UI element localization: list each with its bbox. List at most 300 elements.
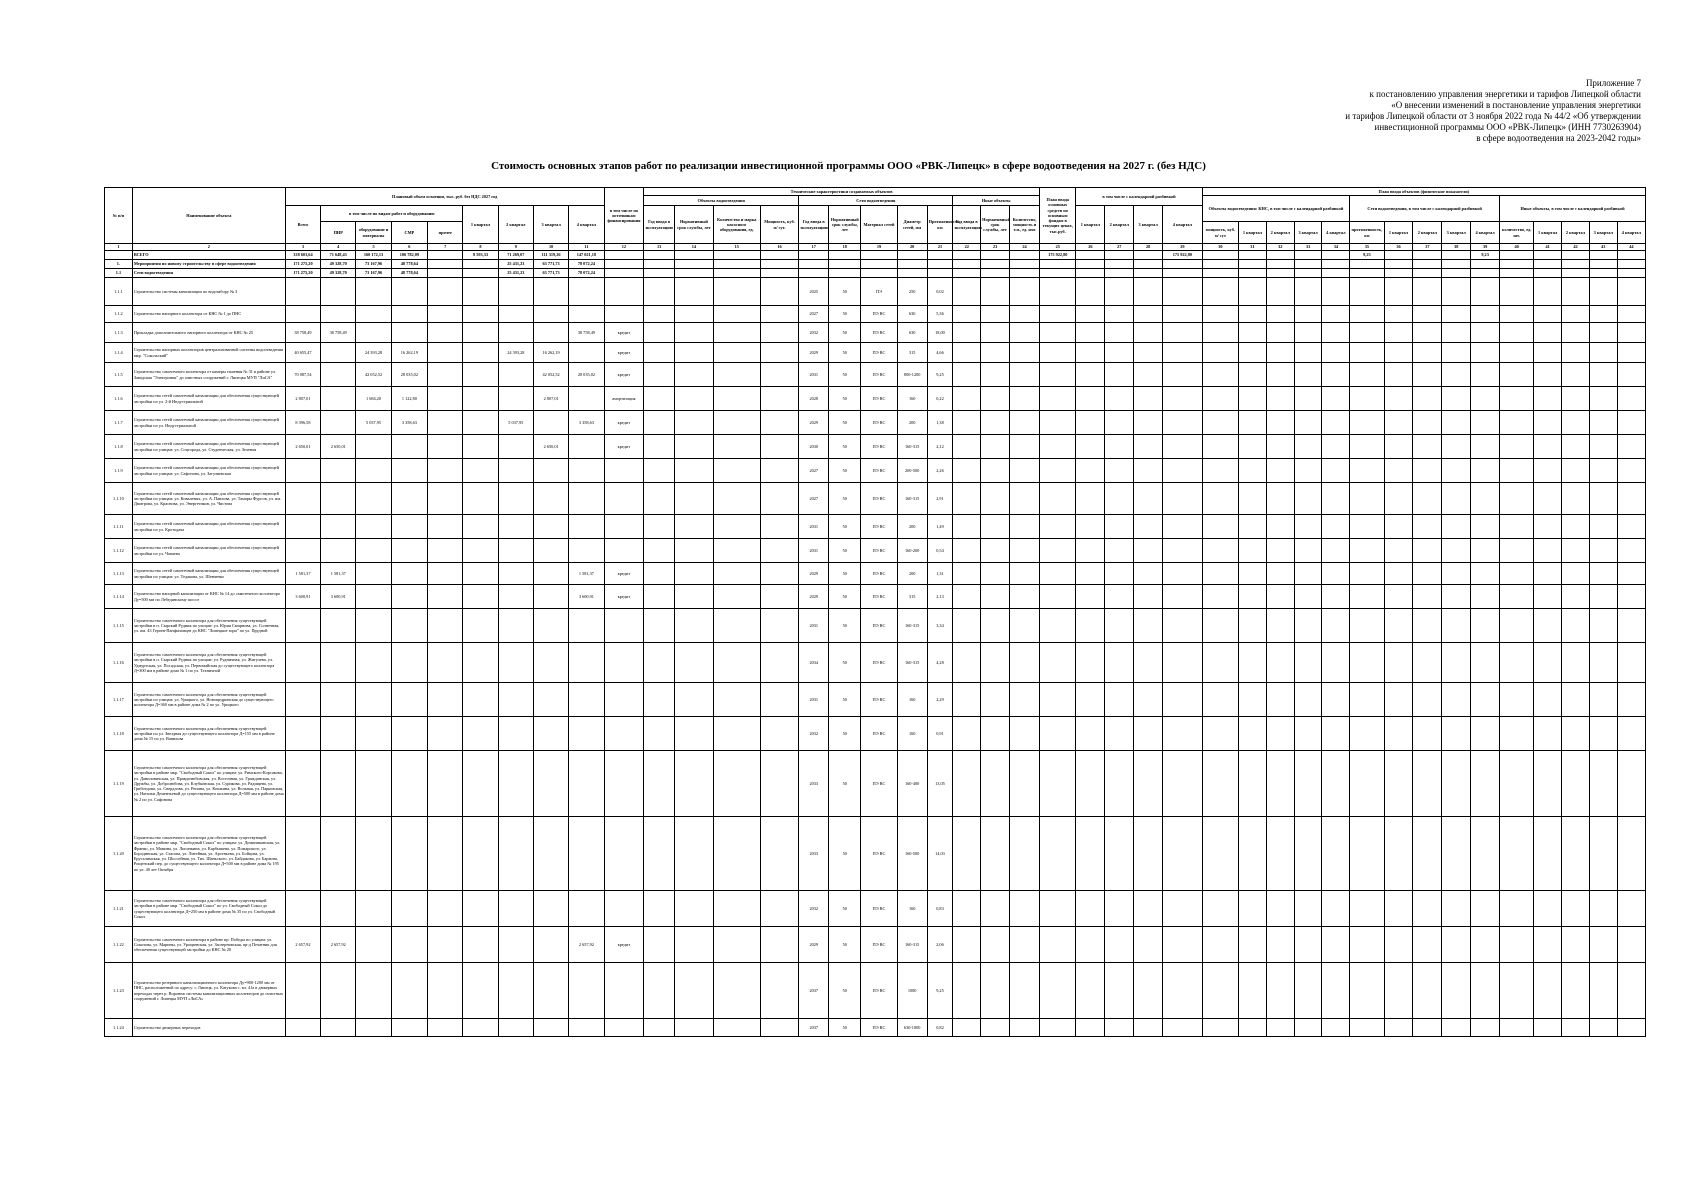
table-cell: Строительство сетей самотечной канализации для обеспечения существующей застройки по ул. Чапаева <box>132 539 285 563</box>
table-cell <box>428 387 463 411</box>
table-cell <box>1350 927 1384 963</box>
table-cell <box>356 585 391 609</box>
table-cell <box>675 683 714 717</box>
table-cell <box>428 717 463 751</box>
table-cell <box>1239 751 1267 817</box>
table-cell <box>428 459 463 483</box>
table-cell <box>1105 609 1134 643</box>
table-cell: Строительство сетей самотечной канализации для обеспечения существующей застройки по улицам: ул. Соцгорода, ул. Студенческая, ул. Зеленая <box>132 435 285 459</box>
table-cell <box>356 278 391 306</box>
head-other: прочее <box>428 222 463 244</box>
table-cell <box>760 260 799 269</box>
table-cell <box>1134 278 1163 306</box>
table-cell <box>1010 563 1040 585</box>
table-cell: 50 <box>829 927 861 963</box>
table-cell <box>1500 260 1534 269</box>
table-cell <box>1076 363 1105 387</box>
table-cell <box>1040 1019 1076 1037</box>
table-cell <box>1534 817 1562 891</box>
table-cell <box>1589 563 1617 585</box>
table-cell <box>1350 751 1384 817</box>
table-cell: 10 <box>533 244 568 251</box>
table-cell <box>1010 323 1040 343</box>
table-cell <box>1471 751 1500 817</box>
table-cell <box>1239 717 1267 751</box>
investment-table <box>104 187 1646 1037</box>
table-cell: ПЭ RC <box>861 411 897 435</box>
table-cell <box>1350 387 1384 411</box>
table-row <box>105 1019 1646 1037</box>
head-net-life: Нормативный срок службы, лет <box>829 206 861 244</box>
table-cell <box>1076 387 1105 411</box>
table-cell <box>1413 435 1442 459</box>
table-cell <box>1442 435 1471 459</box>
table-cell <box>1134 563 1163 585</box>
table-cell: 160-200 <box>897 539 927 563</box>
table-cell <box>1350 963 1384 1019</box>
table-cell <box>1322 323 1350 343</box>
table-cell: 1.1.21 <box>105 891 133 927</box>
table-cell <box>713 251 760 260</box>
table-cell <box>391 515 427 539</box>
table-cell <box>428 483 463 515</box>
table-cell <box>1040 683 1076 717</box>
table-cell <box>1010 411 1040 435</box>
table-cell: 2029 <box>799 343 829 363</box>
table-cell <box>1384 1019 1413 1037</box>
table-cell <box>1413 260 1442 269</box>
table-cell <box>1500 515 1534 539</box>
head-pn-q1: 1 квартал <box>1384 222 1413 244</box>
table-cell <box>391 483 427 515</box>
table-cell <box>1589 269 1617 278</box>
table-cell <box>1471 1019 1500 1037</box>
table-cell <box>713 306 760 323</box>
table-cell <box>760 539 799 563</box>
table-cell <box>1350 717 1384 751</box>
table-cell <box>285 609 320 643</box>
table-cell <box>356 891 391 927</box>
table-cell <box>285 817 320 891</box>
table-cell <box>760 515 799 539</box>
table-cell <box>391 306 427 323</box>
table-cell <box>1134 643 1163 683</box>
table-cell <box>1163 483 1203 515</box>
table-cell: 147 021,18 <box>569 251 604 260</box>
table-cell <box>644 717 675 751</box>
table-cell <box>321 411 356 435</box>
table-cell <box>1163 751 1203 817</box>
table-cell: Прокладка дополнительного напорного коллектора от КНС № 25 <box>132 323 285 343</box>
table-cell <box>1413 751 1442 817</box>
appendix-line: и тарифов Липецкой области от 3 ноября 2022 года № 44/2 «Об утверждении <box>1345 111 1641 121</box>
table-cell: 0,91 <box>927 717 953 751</box>
table-cell: кредит <box>604 563 644 585</box>
head-len-km: протяженность, км <box>1350 222 1384 244</box>
table-cell <box>981 609 1010 643</box>
table-cell <box>1562 1019 1590 1037</box>
head-capacity: Мощность, куб. м/ сут. <box>760 206 799 244</box>
table-cell <box>1413 717 1442 751</box>
table-cell <box>644 683 675 717</box>
table-cell <box>321 891 356 927</box>
table-cell <box>1266 609 1294 643</box>
table-cell <box>1534 539 1562 563</box>
table-cell <box>713 643 760 683</box>
table-cell <box>1163 643 1203 683</box>
table-cell <box>356 751 391 817</box>
head-cap-m3: мощность, куб. м/ сут <box>1202 222 1238 244</box>
table-cell <box>391 891 427 927</box>
table-cell <box>604 751 644 817</box>
table-cell: 160 <box>897 683 927 717</box>
table-cell <box>356 643 391 683</box>
table-cell <box>1384 260 1413 269</box>
head-phys-networks: Сети водоотведения, в том числе с календарной разбивкой <box>1350 196 1500 222</box>
table-cell <box>498 459 533 483</box>
table-cell <box>644 251 675 260</box>
table-cell <box>1384 343 1413 363</box>
table-cell <box>1562 643 1590 683</box>
table-cell: 8 396,58 <box>285 411 320 435</box>
table-cell <box>1617 269 1645 278</box>
table-cell <box>1384 483 1413 515</box>
table-cell <box>1562 269 1590 278</box>
head-pw-q4: 4 квартал <box>1322 222 1350 244</box>
table-cell <box>1534 609 1562 643</box>
table-cell <box>1105 323 1134 343</box>
table-cell <box>1202 323 1238 343</box>
table-cell <box>1442 343 1471 363</box>
table-row <box>105 891 1646 927</box>
table-cell <box>1500 363 1534 387</box>
table-cell <box>1134 306 1163 323</box>
table-cell <box>321 717 356 751</box>
table-cell <box>1322 563 1350 585</box>
table-cell <box>1384 817 1413 891</box>
table-cell <box>1239 260 1267 269</box>
table-cell <box>1239 435 1267 459</box>
table-cell: 171 275,20 <box>285 260 320 269</box>
table-cell: 2029 <box>799 927 829 963</box>
table-cell <box>428 323 463 343</box>
head-q4: 4 квартал <box>569 206 604 244</box>
table-cell <box>1350 323 1384 343</box>
summary-row <box>105 251 1646 260</box>
table-cell <box>428 306 463 323</box>
table-cell <box>1163 683 1203 717</box>
table-cell: ПЭ RC <box>861 585 897 609</box>
head-pw-q2: 2 квартал <box>1266 222 1294 244</box>
table-cell <box>498 609 533 643</box>
table-cell: 20 <box>897 244 927 251</box>
table-cell <box>1350 459 1384 483</box>
table-cell: 1,38 <box>927 411 953 435</box>
table-cell <box>1105 643 1134 683</box>
table-cell <box>533 278 568 306</box>
table-cell <box>1134 609 1163 643</box>
table-cell <box>953 643 981 683</box>
table-cell <box>356 609 391 643</box>
table-cell: 38 <box>1442 244 1471 251</box>
table-cell <box>1617 1019 1645 1037</box>
table-cell <box>569 278 604 306</box>
table-cell <box>799 260 829 269</box>
table-cell: 15 <box>713 244 760 251</box>
table-cell <box>1562 411 1590 435</box>
table-cell <box>1040 343 1076 363</box>
table-cell: ПЭ RC <box>861 891 897 927</box>
head-phys: План ввода объектов (физические показатели) <box>1202 188 1645 196</box>
table-cell: 2 807,01 <box>533 387 568 411</box>
table-cell <box>927 269 953 278</box>
table-cell <box>1442 269 1471 278</box>
table-cell <box>1562 609 1590 643</box>
table-cell <box>1266 563 1294 585</box>
table-cell: 0,83 <box>927 891 953 927</box>
table-cell <box>1589 251 1617 260</box>
table-row <box>105 539 1646 563</box>
table-cell: Строительство самотечного коллектора для обеспечения существующей застройки в районе мкр. "Свободный Сокол" по улицам: ул. Доминиканская, ул. Франко, ул. Мамина, ул. Лисичкина, ул. Карбышева, ул. Пожарского, ул. Бородинская, ул. Стасова, ул. Литейная, ул. Арсеньева, ул. Бойцова, ул. Ерусалимская, ул. Шоссейная, ул. Тих. Шаньского, ул. Байдакова, ул. Барзина, Рощенский пер. до существующего коллектора Д=500 мм в районе дома № 195 по ул. 40 лет Октября <box>132 817 285 891</box>
table-cell <box>1134 343 1163 363</box>
table-cell <box>1266 306 1294 323</box>
table-cell <box>604 683 644 717</box>
table-cell <box>644 585 675 609</box>
table-cell <box>1239 963 1267 1019</box>
table-cell: 160-315 <box>897 609 927 643</box>
table-cell <box>428 563 463 585</box>
table-cell <box>1040 459 1076 483</box>
table-cell: 2037 <box>799 963 829 1019</box>
table-cell <box>1534 927 1562 963</box>
table-cell: 7 <box>428 244 463 251</box>
table-cell <box>1413 411 1442 435</box>
table-cell: амортизация <box>604 387 644 411</box>
table-cell <box>1010 435 1040 459</box>
table-cell <box>760 459 799 483</box>
table-cell <box>1350 585 1384 609</box>
head-po-q3: 3 квартал <box>1589 222 1617 244</box>
table-cell <box>1105 751 1134 817</box>
table-cell <box>1105 927 1134 963</box>
table-cell <box>1413 643 1442 683</box>
table-cell <box>1442 891 1471 927</box>
table-cell <box>1076 459 1105 483</box>
table-cell <box>1163 1019 1203 1037</box>
table-cell <box>1350 411 1384 435</box>
head-phys-wwtp: Объекты водоотведения: КНС, в том числе с календарной разбивкой <box>1202 196 1350 222</box>
table-cell: 1 581,37 <box>569 563 604 585</box>
summary-row <box>105 260 1646 269</box>
table-cell: 50 <box>829 515 861 539</box>
table-cell: 2031 <box>799 515 829 539</box>
table-cell <box>953 963 981 1019</box>
head-pn-q3: 3 квартал <box>1442 222 1471 244</box>
table-cell <box>1294 539 1322 563</box>
table-cell <box>644 891 675 927</box>
table-cell <box>1266 343 1294 363</box>
table-cell <box>1384 717 1413 751</box>
table-cell <box>953 515 981 539</box>
table-cell <box>1010 927 1040 963</box>
head-q2: 2 квартал <box>498 206 533 244</box>
table-cell <box>1105 963 1134 1019</box>
table-cell <box>981 751 1010 817</box>
table-cell <box>1322 343 1350 363</box>
head-length: Протяженность, км <box>927 206 953 244</box>
table-cell: 1.1.12 <box>105 539 133 563</box>
table-cell <box>1239 323 1267 343</box>
table-cell <box>760 306 799 323</box>
table-cell: 5 <box>356 244 391 251</box>
table-cell <box>981 539 1010 563</box>
table-cell <box>1010 306 1040 323</box>
table-cell <box>1413 459 1442 483</box>
table-cell: 14,03 <box>927 817 953 891</box>
table-cell <box>285 278 320 306</box>
table-cell <box>1413 343 1442 363</box>
table-cell: ПЭ RC <box>861 343 897 363</box>
table-cell <box>1105 817 1134 891</box>
table-cell <box>428 343 463 363</box>
table-cell <box>1239 343 1267 363</box>
table-cell <box>1589 927 1617 963</box>
table-cell <box>1105 539 1134 563</box>
table-cell <box>1010 278 1040 306</box>
table-cell <box>1010 1019 1040 1037</box>
table-cell <box>1500 483 1534 515</box>
table-cell <box>1384 278 1413 306</box>
table-cell: 23 <box>981 244 1010 251</box>
table-cell <box>1076 269 1105 278</box>
table-cell <box>356 683 391 717</box>
table-cell <box>1589 717 1617 751</box>
head-commission-q: в том числе с календарной разбивкой <box>1076 188 1202 206</box>
table-cell <box>713 717 760 751</box>
table-cell: 0,22 <box>927 387 953 411</box>
table-cell: 2033 <box>799 751 829 817</box>
table-cell <box>391 563 427 585</box>
table-cell <box>1384 539 1413 563</box>
table-cell <box>1040 563 1076 585</box>
table-cell <box>1534 683 1562 717</box>
table-cell: кредит <box>604 435 644 459</box>
table-cell <box>1105 435 1134 459</box>
table-cell <box>1239 411 1267 435</box>
table-cell: 2 <box>132 244 285 251</box>
table-cell: 41 <box>1534 244 1562 251</box>
table-cell <box>1010 585 1040 609</box>
table-cell <box>1040 609 1076 643</box>
table-cell: 160-315 <box>897 643 927 683</box>
table-cell: 50 <box>829 387 861 411</box>
table-cell: 3 358,63 <box>391 411 427 435</box>
table-cell <box>285 751 320 817</box>
table-cell: 1.1.20 <box>105 817 133 891</box>
table-cell <box>1076 563 1105 585</box>
table-cell: 25 <box>1040 244 1076 251</box>
table-cell <box>1266 260 1294 269</box>
table-cell <box>1442 609 1471 643</box>
table-cell <box>1076 643 1105 683</box>
table-cell <box>1294 251 1322 260</box>
table-cell <box>713 539 760 563</box>
table-cell <box>1442 717 1471 751</box>
table-cell <box>569 515 604 539</box>
table-cell <box>644 435 675 459</box>
table-cell <box>981 363 1010 387</box>
table-cell <box>1202 515 1238 539</box>
table-cell: 1.1.1 <box>105 278 133 306</box>
table-cell: 1.1.7 <box>105 411 133 435</box>
table-cell <box>1350 260 1384 269</box>
table-cell <box>1202 411 1238 435</box>
table-cell <box>1617 278 1645 306</box>
table-cell <box>1617 435 1645 459</box>
table-cell <box>644 269 675 278</box>
table-cell: ПЭ <box>861 278 897 306</box>
table-cell <box>356 717 391 751</box>
table-cell <box>1010 483 1040 515</box>
table-cell <box>644 563 675 585</box>
table-cell <box>463 963 498 1019</box>
table-cell <box>799 251 829 260</box>
table-cell <box>498 643 533 683</box>
table-cell: 16 <box>760 244 799 251</box>
table-cell <box>1040 363 1076 387</box>
table-cell <box>1134 963 1163 1019</box>
table-cell: ПЭ RC <box>861 459 897 483</box>
table-cell <box>1322 251 1350 260</box>
table-cell <box>981 306 1010 323</box>
table-cell: Строительство самотечного коллектора в районе пр. Победы по улицам: ул. Соколова, ул. Марины, ул. Уроцкевская, ул. Заозерновская, пр-д Печатник для обеспечения существующей застройки до КНС № 20 <box>132 927 285 963</box>
table-cell <box>1350 306 1384 323</box>
table-cell <box>1442 963 1471 1019</box>
head-po-q4: 4 квартал <box>1617 222 1645 244</box>
table-cell <box>463 435 498 459</box>
table-cell <box>760 251 799 260</box>
table-cell <box>675 891 714 927</box>
table-cell <box>1384 585 1413 609</box>
table-cell <box>953 323 981 343</box>
table-cell <box>1471 306 1500 323</box>
table-cell <box>1202 483 1238 515</box>
table-cell <box>463 585 498 609</box>
table-cell <box>1500 1019 1534 1037</box>
table-cell: 2029 <box>799 563 829 585</box>
table-cell <box>644 539 675 563</box>
table-cell <box>569 963 604 1019</box>
head-sources: в том числе по источникам финансирования <box>604 188 644 244</box>
table-cell: 24 393,28 <box>356 343 391 363</box>
head-commission: План ввода основных средств по основным фондам в текущих ценах, тыс.руб. <box>1040 188 1076 244</box>
table-cell <box>604 643 644 683</box>
table-cell <box>604 269 644 278</box>
table-cell: 200-500 <box>897 459 927 483</box>
table-cell: 1.1.9 <box>105 459 133 483</box>
table-cell <box>1350 539 1384 563</box>
table-cell <box>927 260 953 269</box>
table-cell <box>1239 609 1267 643</box>
table-cell <box>391 323 427 343</box>
table-cell: Мероприятия по новому строительству в сфере водоотведения <box>132 260 285 269</box>
table-cell: 175 922,80 <box>1040 251 1076 260</box>
table-cell <box>1239 817 1267 891</box>
table-cell <box>1266 963 1294 1019</box>
table-cell <box>1202 563 1238 585</box>
table-cell <box>285 459 320 483</box>
table-cell <box>1413 927 1442 963</box>
